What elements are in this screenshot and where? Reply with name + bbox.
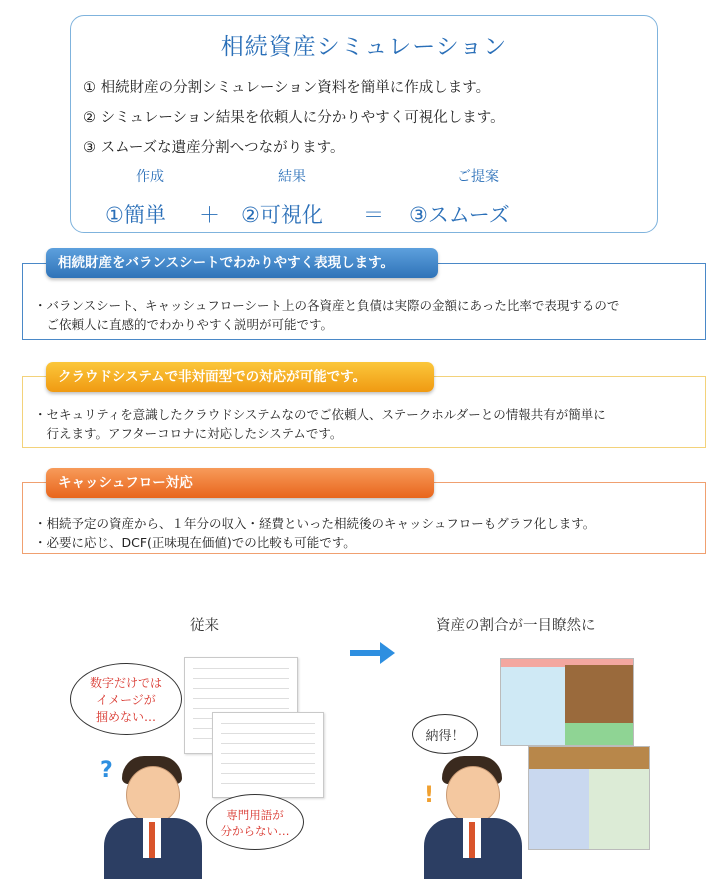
feature-point-1: ① 相続財産の分割シミュレーション資料を簡単に作成します。	[83, 80, 491, 96]
formula-label-result: 結果	[278, 169, 306, 185]
bubble-jargon-line-1: 専門用語が	[226, 808, 284, 822]
exclamation-icon: !	[424, 783, 435, 808]
section-cashflow-line-2: ・必要に応じ、DCF(正味現在価値)での比較も可能です。	[34, 535, 356, 550]
feature-point-2: ② シミュレーション結果を依頼人に分かりやすく可視化します。	[83, 110, 505, 126]
cashflow-sheet-chart	[528, 746, 650, 850]
page-title: 相続資産シミュレーション	[220, 34, 508, 60]
bubble-numbers-line-2: イメージが	[96, 693, 156, 707]
formula-equals: ＝	[363, 203, 384, 227]
formula-visualize: ②可視化	[241, 203, 323, 227]
person-convinced-head	[446, 766, 500, 824]
balance-sheet-chart	[500, 658, 634, 746]
speech-bubble-numbers	[70, 663, 182, 735]
section-balance-sheet-line-2: ご依頼人に直感的でわかりやすく説明が可能です。	[34, 317, 334, 332]
formula-label-proposal: ご提案	[457, 169, 499, 185]
speech-bubble-jargon	[206, 794, 304, 850]
bubble-numbers-line-1: 数字だけでは	[89, 676, 162, 690]
formula-plus: ＋	[199, 203, 220, 227]
section-cloud-title: クラウドシステムで非対面型での対応が可能です。	[46, 362, 434, 392]
intro-card	[70, 15, 658, 233]
caption-before: 従来	[190, 618, 219, 634]
speech-bubble-convinced: 納得！	[412, 714, 478, 754]
caption-after: 資産の割合が一目瞭然に	[436, 618, 596, 634]
bubble-jargon-line-2: 分からない…	[220, 824, 290, 838]
section-balance-sheet-title: 相続財産をバランスシートでわかりやすく表現します。	[46, 248, 438, 278]
person-convinced-tie	[469, 822, 475, 858]
formula-label-create: 作成	[136, 169, 164, 185]
arrow-right-icon	[350, 640, 396, 666]
person-confused-head	[126, 766, 180, 824]
formula-easy: ①簡単	[105, 203, 166, 227]
section-balance-sheet-line-1: ・バランスシート、キャッシュフローシート上の各資産と負債は実際の金額にあった比率で表現するので	[34, 298, 620, 313]
section-cashflow-line-1: ・相続予定の資産から、１年分の収入・経費といった相続後のキャッシュフローもグラフ化します。	[34, 516, 596, 531]
formula-smooth: ③スムーズ	[409, 203, 510, 227]
section-cashflow-title: キャッシュフロー対応	[46, 468, 434, 498]
question-mark-icon: ?	[100, 758, 113, 783]
bubble-numbers-line-3: 掴めない…	[95, 710, 156, 724]
person-confused-tie	[149, 822, 155, 858]
feature-point-3: ③ スムーズな遺産分割へつながります。	[83, 140, 345, 156]
section-cloud-line-1: ・セキュリティを意識したクラウドシステムなのでご依頼人、ステークホルダーとの情報共有が簡単に	[34, 407, 606, 422]
section-cloud-line-2: 行えます。アフターコロナに対応したシステムです。	[34, 426, 343, 441]
spreadsheet-document-2	[212, 712, 324, 798]
